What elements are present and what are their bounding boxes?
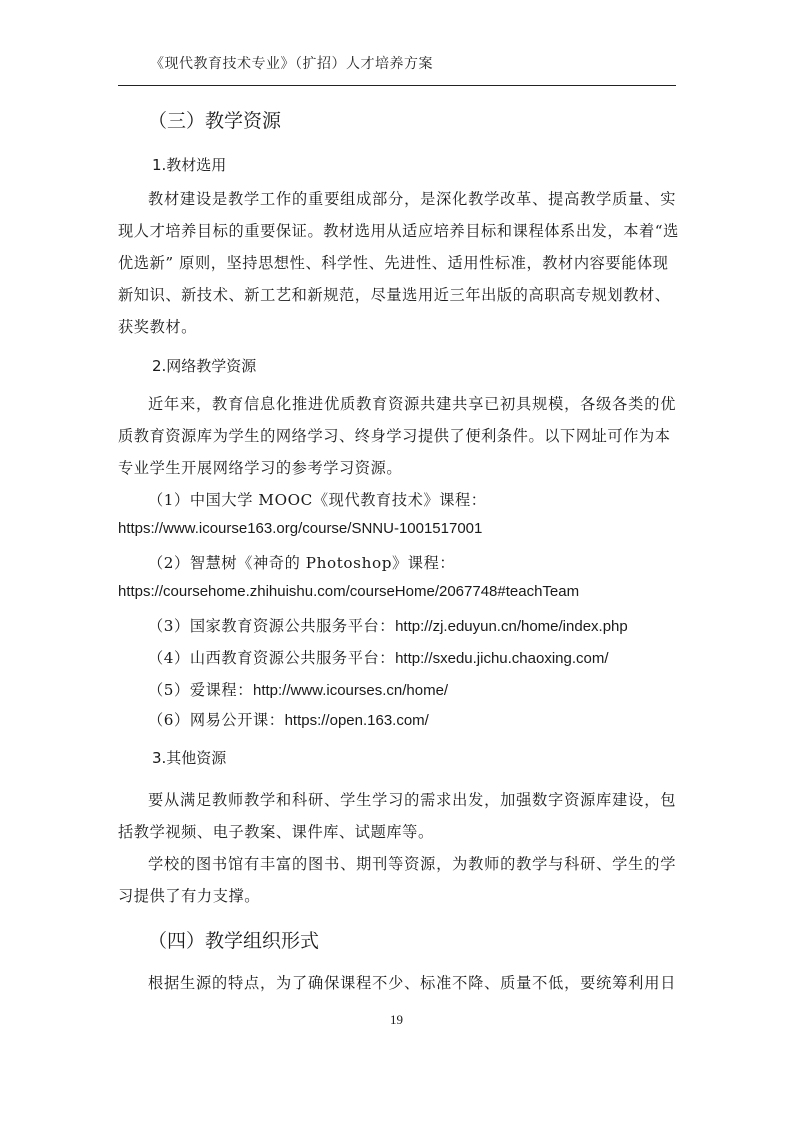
resource-link[interactable]: http://zj.eduyun.cn/home/index.php <box>395 618 628 635</box>
resource-link[interactable]: https://open.163.com/ <box>284 712 429 729</box>
paragraph-line: 习提供了有力支撑。 <box>118 887 261 905</box>
subheading-textbook-selection: 1.教材选用 <box>152 156 227 174</box>
paragraph-line: 专业学生开展网络学习的参考学习资源。 <box>118 459 403 477</box>
running-header: 《现代教育技术专业》（扩招）人才培养方案 <box>150 56 433 72</box>
paragraph-line: 近年来，教育信息化推进优质教育资源共建共享已初具规模，各级各类的优 <box>148 395 676 413</box>
resource-label: （6）网易公开课： <box>148 711 285 729</box>
paragraph-line: 质教育资源库为学生的网络学习、终身学习提供了便利条件。以下网址可作为本 <box>118 427 671 445</box>
header-divider <box>118 85 676 86</box>
section-heading-teaching-organization: （四）教学组织形式 <box>148 930 320 952</box>
resource-link[interactable]: http://sxedu.jichu.chaoxing.com/ <box>395 650 609 667</box>
resource-item-icourses <box>148 679 448 700</box>
paragraph-line: 学校的图书馆有丰富的图书、期刊等资源，为教师的教学与科研、学生的学 <box>148 855 676 873</box>
section-heading-teaching-resources: （三）教学资源 <box>148 110 282 132</box>
resource-label-zhihuishu: （2）智慧树《神奇的 Photoshop》课程： <box>148 554 456 572</box>
subheading-other-resources: 3.其他资源 <box>152 749 227 767</box>
paragraph-line: 教材建设是教学工作的重要组成部分，是深化教学改革、提高教学质量、实 <box>148 190 676 208</box>
resource-label: （4）山西教育资源公共服务平台： <box>148 649 396 667</box>
paragraph-line: 新知识、新技术、新工艺和新规范，尽量选用近三年出版的高职高专规划教材、 <box>118 286 671 304</box>
resource-label-mooc: （1）中国大学 MOOC《现代教育技术》课程： <box>148 491 487 509</box>
paragraph-line: 现人才培养目标的重要保证。教材选用从适应培养目标和课程体系出发，本着“选 <box>118 222 679 240</box>
resource-label: （3）国家教育资源公共服务平台： <box>148 617 396 635</box>
resource-item-national-platform <box>148 615 628 636</box>
paragraph-line: 优选新” 原则，坚持思想性、科学性、先进性、适用性标准，教材内容要能体现 <box>118 254 669 272</box>
paragraph-line: 要从满足教师教学和科研、学生学习的需求出发，加强数字资源库建设，包 <box>148 791 676 809</box>
resource-link-mooc[interactable]: https://www.icourse163.org/course/SNNU-1001517001 <box>118 520 483 537</box>
resource-label: （5）爱课程： <box>148 681 253 699</box>
resource-item-netease <box>148 709 429 730</box>
subheading-online-resources: 2.网络教学资源 <box>152 357 257 375</box>
resource-link[interactable]: http://www.icourses.cn/home/ <box>253 682 449 699</box>
paragraph-line: 根据生源的特点，为了确保课程不少、标准不降、质量不低，要统筹利用日 <box>148 974 676 992</box>
resource-item-shanxi-platform <box>148 647 609 668</box>
resource-link-zhihuishu[interactable]: https://coursehome.zhihuishu.com/courseHome/2067748#teachTeam <box>118 583 580 600</box>
paragraph-line: 获奖教材。 <box>118 318 197 336</box>
page-number: 19 <box>390 1012 403 1027</box>
paragraph-line: 括教学视频、电子教案、课件库、试题库等。 <box>118 823 434 841</box>
